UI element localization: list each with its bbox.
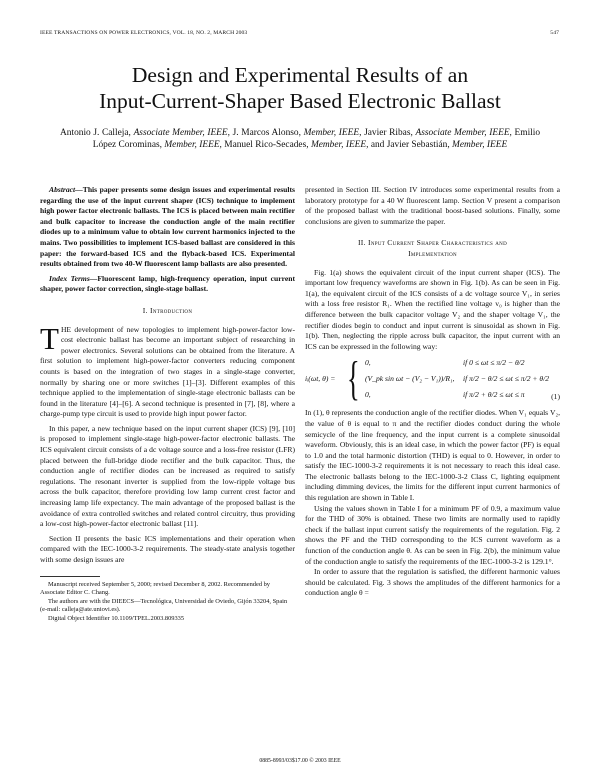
author-name: Antonio J. Calleja, (60, 128, 131, 138)
section-heading-ics-line-2: Implementation (408, 248, 457, 258)
author-name: and Javier Sebastián, (370, 140, 450, 151)
author-name: Javier Ribas, (364, 128, 413, 138)
right-paragraph-0: presented in Section III. Section IV introduces some experimental results from a laboratory prototype for a 40 W fluorescent lamp. Section V present a comparison of the proposed ballast with the traditional boost-based solutions. Finally, some conclusions are given to summarize the paper. (305, 185, 560, 226)
equation-case-3: 0, (365, 390, 371, 400)
left-column (40, 185, 295, 624)
equation-case-2-condition: if π/2 − θ/2 ≤ ωt ≤ π/2 + θ/2 (463, 374, 550, 384)
section-heading-ics-line-1: II. Input Current Shaper Characteristics and (357, 238, 508, 248)
equation-lhs: iᵢ(ωt, θ) = (305, 374, 336, 384)
equation-case-2: (V_pk sin ωt − (V₂ − V₁))/R₁, (365, 374, 455, 384)
author-membership: Member, IEEE, (303, 128, 362, 138)
section-heading-introduction: I. Introduction (142, 305, 193, 315)
running-header: IEEE TRANSACTIONS ON POWER ELECTRONICS, VOL. 18, NO. 2, MARCH 2003 (40, 30, 248, 36)
footnote-rule (40, 576, 100, 577)
paper-title (40, 62, 560, 114)
section-heading-ics (305, 238, 560, 259)
author-name: Manuel Rico-Secades, (224, 140, 309, 151)
author-name: Emilio López Corominas, (92, 128, 541, 151)
intro-paragraph-3: Section II presents the basic ICS implementations and their operation when compared with the IEC-1000-3-2 requirements. The steady-state analysis together with some design issues are (40, 533, 295, 564)
footnote-manuscript: Manuscript received September 5, 2000; revised December 8, 2002. Recommended by Associate Editor C. Chang. (40, 580, 271, 597)
index-terms-text: Fluorescent lamp, high-frequency operation, input current shaper, power factor correction, single-stage ballast. (40, 273, 296, 294)
intro-paragraph-2: In this paper, a new technique based on the input current shaper (ICS) [9], [10] is proposed to implement single-stage high-power-factor electronic ballasts. The ICS equivalent circuit consists of a dc voltage source and a loss-free resistor (LFR) placed between the full-bridge diode rectifier and the bulk capacitor. Thus, the conduction angle of rectifier diodes can be increased as required to satisfy regulations. The resonant inverter is supplied from the low-ripple voltage bus across the bulk capacitor, therefore providing low lamp current crest factor and increasing lamp life expectancy. The main advantage of the proposed ballast is the avoidance of extra controlled switches and related control circuitry, thus providing a low-cost high-power-factor electronic ballast [11]. (40, 423, 295, 529)
page-number: 547 (550, 30, 559, 36)
drop-cap: T (40, 320, 59, 356)
footnote-doi: Digital Object Identifier 10.1109/TPEL.2003.809335 (48, 614, 185, 622)
author-membership: Associate Member, IEEE, (415, 128, 512, 138)
index-terms-label: Index Terms— (49, 273, 98, 283)
author-name: J. Marcos Alonso, (232, 128, 301, 138)
title-line-2: Input-Current-Shaper Based Electronic Ballast (99, 89, 501, 113)
copyright-footer: 0885-8993/03$17.00 © 2003 IEEE (259, 758, 341, 764)
equation-case-3-condition: if π/2 + θ/2 ≤ ωt ≤ π (463, 390, 525, 400)
abstract-text: This paper presents some design issues and experimental results regarding the use of the input current shaper (ICS) technique to implement high power factor electronic ballasts. The ICS is placed between main rectifier and bulk capacitor to increase the conduction angle of the main rectifier diodes up to a minimum value to obtain low current harmonics injected to the mains. Two possibilities to implement ICS-based ballast are considered in this paper: the forward-based ICS and the flyback-based ICS. Experimental results obtained from two 40-W fluorescent lamp ballasts are also presented. (40, 185, 295, 269)
abstract-label: Abstract— (49, 185, 83, 194)
footnote-affiliation: The authors are with the DIEECS—Tecnológica, Universidad de Oviedo, Gijón 33204, Spain (e-mail: calleja@ate.uniovi.es). (40, 597, 288, 614)
author-list (60, 127, 540, 152)
abstract (40, 185, 295, 270)
equation-case-1: 0, (365, 358, 371, 368)
equation-case-1-condition: if 0 ≤ ωt ≤ π/2 − θ/2 (463, 358, 525, 368)
right-paragraph-2: In (1), θ represents the conduction angle of the rectifier diodes. When V₁ equals V₂, the value of θ is equal to π and the rectifier diodes conduct during the whole semicycle of the line frequency, and the input current is a complete sinusoidal waveform. Obviously, this is an ideal case, in which the power factor (PF) is equal to 1.0 and the total harmonic distortion (THD) is equal to 0. However, in order to satisfy the IEC-1000-3-2 requirements it is not necessary to reach this ideal case. The electronic ballasts belong to the IEC-1000-3-2 Class C, lighting equipment including dimming devices, the limits for the different input current harmonics of this regulation are shown in Table I. (305, 408, 560, 503)
author-membership: Member, IEEE (452, 140, 508, 151)
right-column (305, 185, 560, 599)
author-membership: Member, IEEE, (310, 140, 369, 151)
footnote (40, 576, 295, 624)
title-line-1: Design and Experimental Results of an (131, 63, 469, 87)
intro-paragraph-1-text: HE development of new topologies to implement high-power-factor low-cost electronic ballast has become an important subject of researching in power electronics. Several solutions can be obtained from the literature. A first solution to implement high-power-factor converters reducing component counts is based on the integration of two stages in a single-stage converter, normally by sharing one or more switches [1]–[3]. Different examples of this technique applied to the implementation of single-stage electronic ballasts can be found in the literature [4]–[6]. A second technique is presented in [7], [8], where a charge-pump type circuit is used to provide high input power factor. (40, 324, 295, 419)
equation-1 (305, 352, 560, 406)
author-membership: Member, IEEE, (164, 140, 222, 151)
author-membership: Associate Member, IEEE, (133, 128, 230, 138)
equation-number: (1) (551, 392, 560, 402)
equation-brace: { (347, 352, 360, 406)
intro-paragraph-1 (40, 320, 295, 420)
right-paragraph-4: In order to assure that the regulation is satisfied, the different harmonic values should be calculated. Fig. 3 shows the amplitudes of the different harmonics for a conduction angle θ = (305, 567, 560, 598)
right-paragraph-1: Fig. 1(a) shows the equivalent circuit of the input current shaper (ICS). The important low frequency waveforms are shown in Fig. 1(b). As can be seen in Fig. 1(a), the equivalent circuit of the ICS consists of a dc voltage source V₁, in series with a loss free resistor R₁. When the rectified line voltage v₀ is higher than the difference between the bulk capacitor voltage V₂ and the shaper voltage V₁, the rectifier diodes begin to conduct and input current is sinusoidal as shown in Fig. 1(b). Then, neglecting the ripple across bulk capacitor, the input current with an ICS can be expressed in the following way: (305, 267, 560, 351)
index-terms (40, 274, 295, 295)
right-paragraph-3: Using the values shown in Table I for a minimum PF of 0.9, a maximum value for the THD of 30% is obtained. These two limits are normally used to rapidly check if the ballast input current satisfy the requirements of the regulation. Fig. 2 shows the PF and the THD corresponding to the ICS current waveform as a function of the conduction angle θ. As can be seen in Fig. 2(b), the minimum value of the conduction angle to satisfy the requirements of the IEC-1000-3-2 is 129.1°. (305, 503, 560, 566)
